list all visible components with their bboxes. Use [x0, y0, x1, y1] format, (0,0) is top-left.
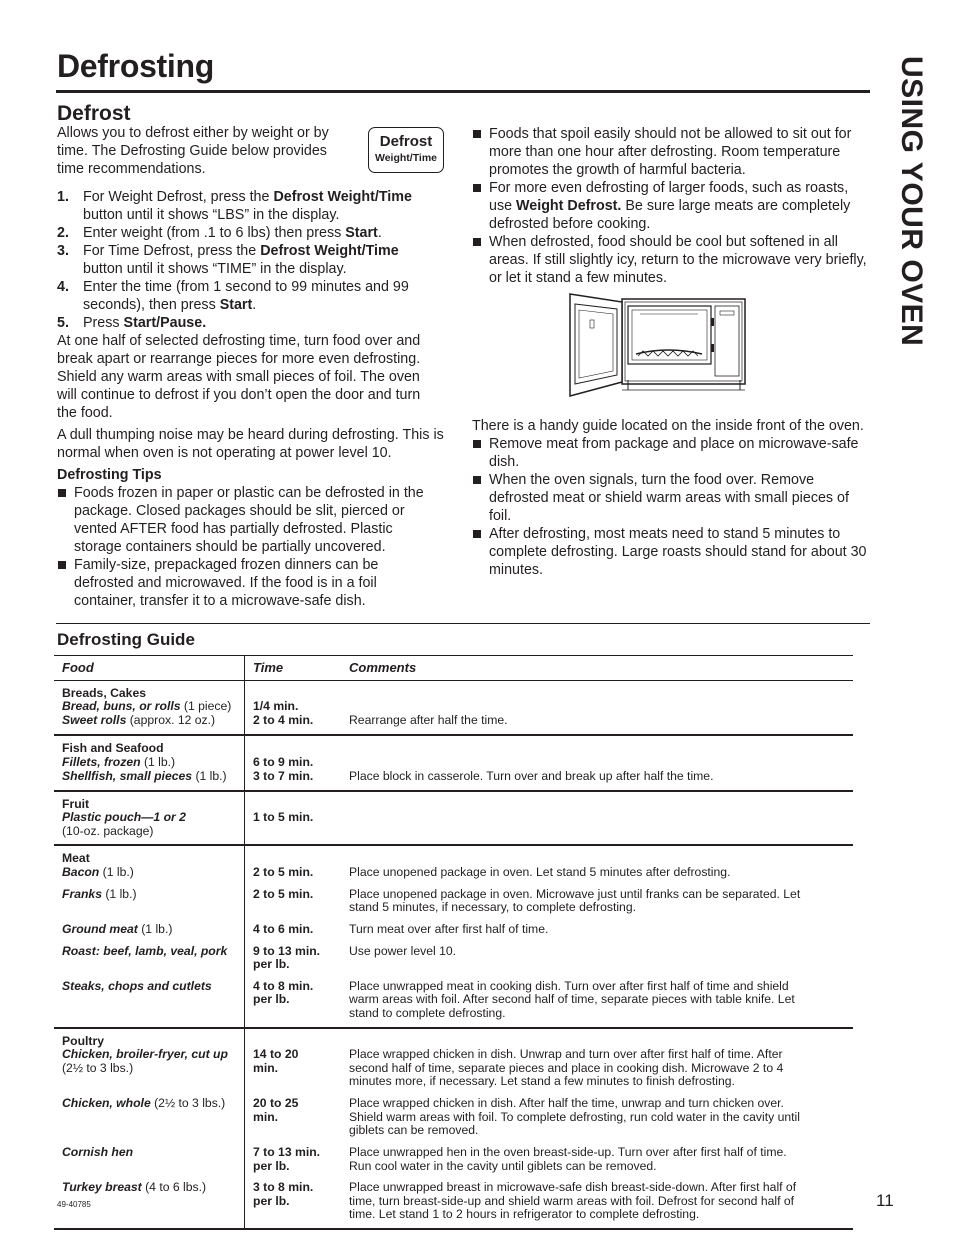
- food-quantity-note: (2½ to 3 lbs.): [62, 1060, 134, 1075]
- food-quantity-note: (10-oz. package): [62, 823, 154, 838]
- right-bullets-bottom: [472, 435, 870, 579]
- step-item: [57, 278, 437, 314]
- page-number: 11: [876, 1191, 894, 1210]
- step-button-name: Start: [345, 225, 378, 241]
- time-cell: [245, 791, 342, 846]
- page-title: Defrosting: [57, 48, 215, 84]
- step-number: 3.: [57, 243, 69, 259]
- comment-cell: [341, 791, 853, 846]
- para-half-time: At one half of selected defrosting time, turn food over and break apart or rearrange pieces for more even defrosting. Shield any warm areas with small pieces of foil. The oven will continue to defrost if you don’t open the door and turn the food.: [57, 333, 421, 421]
- comment-text: Place wrapped chicken in dish. Unwrap and turn over after first half of time. After second half of time, separate pieces and place in cooking dish. Microwave 2 to 4 minutes more, if necessary. Let stand a few minutes to finish defrosting.: [349, 1047, 784, 1088]
- time-value: 1/4 min.: [253, 699, 299, 713]
- food-item: [62, 770, 244, 784]
- para-thumping: A dull thumping noise may be heard during defrosting. This is normal when oven is not operating at power level 10.: [57, 427, 444, 461]
- col-time: Time: [245, 656, 342, 681]
- food-item: [62, 714, 244, 728]
- col-comments: Comments: [341, 656, 853, 681]
- food-item: [62, 700, 244, 714]
- steps-list: [57, 188, 437, 332]
- time-cell: [245, 1028, 342, 1230]
- comment-cell: [341, 735, 853, 791]
- spacer: [349, 798, 853, 812]
- food-name: Shellfish, small pieces: [62, 768, 193, 783]
- food-item: [62, 866, 244, 880]
- step-button-name: Defrost Weight/Time: [273, 189, 412, 205]
- comment-text: Rearrange after half the time.: [349, 713, 508, 727]
- table-row: [54, 791, 853, 846]
- defrost-intro: Allows you to defrost either by weight or by time. The Defrosting Guide below provides time recommendations.: [57, 125, 329, 177]
- step-text-end: .: [252, 297, 257, 313]
- step-text: Enter the time (from 1 second to 99 minutes and 99 seconds), then press: [83, 279, 409, 313]
- step-button-name: Defrost Weight/Time: [260, 243, 399, 259]
- food-name: Fillets, frozen: [62, 754, 141, 769]
- spacer: [253, 742, 341, 756]
- comment-text: Place unopened package in oven. Let stand 5 minutes after defrosting.: [349, 864, 731, 879]
- comment-cell: [341, 845, 853, 1028]
- tip-item: Family-size, prepackaged frozen dinners can be defrosted and microwaved. If the food is in a foil container, transfer it to a microwave-safe dish.: [57, 556, 437, 610]
- button-label-sub: Weight/Time: [374, 152, 438, 164]
- spacer: [349, 852, 853, 866]
- food-item: [62, 980, 244, 1021]
- bullet-item: [472, 233, 870, 287]
- food-category: Poultry: [62, 1033, 104, 1048]
- step-number: 2.: [57, 225, 69, 241]
- food-quantity: (1 lb.): [137, 921, 173, 936]
- guide-rule: [56, 623, 870, 624]
- food-category: Meat: [62, 851, 90, 865]
- time-value: 1 to 5 min.: [253, 810, 314, 824]
- step-number: 4.: [57, 279, 69, 295]
- food-item: [62, 923, 244, 937]
- comment-text: Place unwrapped breast in microwave-safe dish breast-side-down. After first half of time, turn breast-side-up and shield warm areas with foil. Defrost for second half of time. Let stand 1 to 2 hours in refrigerator to complete defrosting.: [349, 1180, 797, 1221]
- guide-heading: Defrosting Guide: [57, 630, 195, 649]
- food-cell: [54, 791, 245, 846]
- food-name: Bacon: [62, 864, 100, 879]
- food-name: Cornish hen: [62, 1145, 134, 1159]
- step-item: [57, 224, 437, 242]
- doc-code: 49-40785: [57, 1200, 91, 1209]
- food-item: [62, 811, 244, 838]
- col-food: Food: [54, 656, 245, 681]
- step-text-end: button until it shows “LBS” in the display.: [83, 207, 340, 223]
- comment-cell: [341, 680, 853, 735]
- food-item: [62, 756, 244, 770]
- spacer: [349, 687, 853, 701]
- food-quantity: (1 lb.): [99, 864, 134, 879]
- food-item: [62, 1097, 244, 1138]
- tip-item: Foods frozen in paper or plastic can be defrosted in the package. Closed packages should be slit, pierced or vented AFTER food has partially defrosted. Plastic storage containers should be partially uncovered.: [57, 484, 437, 556]
- step-text: Enter weight (from .1 to 6 lbs) then press: [83, 225, 346, 241]
- food-category: Breads, Cakes: [62, 685, 147, 700]
- food-quantity: (2½ to 3 lbs.): [150, 1096, 226, 1110]
- food-name: Ground meat: [62, 921, 138, 936]
- spacer: [253, 1035, 341, 1049]
- steps-block: [57, 188, 444, 610]
- microwave-illustration: [568, 292, 748, 398]
- side-tab: USING YOUR OVEN: [895, 56, 928, 347]
- tips-heading: Defrosting Tips: [57, 467, 162, 483]
- spacer: [253, 687, 341, 701]
- food-quantity: (1 lb.): [192, 768, 227, 783]
- bullet-item: After defrosting, most meats need to stand 5 minutes to complete defrosting. Large roasts should stand for about 30 minutes.: [472, 525, 870, 579]
- time-cell: [245, 735, 342, 791]
- food-name: Franks: [62, 886, 102, 901]
- food-quantity: (1 lb.): [101, 886, 137, 901]
- button-label-main: Defrost: [379, 133, 433, 150]
- step-button-name: Start/Pause.: [123, 315, 207, 331]
- comment-cell: [341, 1028, 853, 1230]
- table-row: [54, 845, 853, 1028]
- title-rule: [56, 90, 870, 93]
- food-quantity: (1 lb.): [140, 754, 176, 769]
- time-value: 2 to 5 min.: [253, 886, 314, 901]
- food-item: [62, 945, 244, 972]
- tips-list: [57, 484, 437, 610]
- time-value: 4 to 8 min. per lb.: [253, 978, 314, 1006]
- comment-text: Turn meat over after first half of time.: [349, 921, 549, 936]
- time-value: 4 to 6 min.: [253, 921, 314, 936]
- food-name: Roast: beef, lamb, veal, pork: [62, 943, 228, 958]
- step-text: For Weight Defrost, press the: [83, 189, 274, 205]
- time-value: 3 to 7 min.: [253, 768, 314, 783]
- guide-note: There is a handy guide located on the inside front of the oven.: [472, 418, 864, 434]
- food-quantity: (4 to 6 lbs.): [141, 1180, 207, 1194]
- time-value: 14 to 20 min.: [253, 1047, 299, 1075]
- time-value: 9 to 13 min. per lb.: [253, 943, 321, 971]
- comment-text: [349, 700, 804, 714]
- bullet-item: Remove meat from package and place on microwave-safe dish.: [472, 435, 870, 471]
- defrost-heading: Defrost: [57, 102, 131, 125]
- food-name: Sweet rolls: [62, 713, 127, 727]
- bullet-text: When defrosted, food should be cool but softened in all areas. If still slightly icy, return to the microwave very briefly, or let it stand a few minutes.: [489, 234, 867, 286]
- food-name: Turkey breast: [62, 1180, 142, 1194]
- food-name: Chicken, whole: [62, 1096, 151, 1110]
- comment-text: Place unwrapped hen in the oven breast-side-up. Turn over after first half of time. Run cool water in the cavity until giblets can be removed.: [349, 1145, 787, 1173]
- time-value: 6 to 9 min.: [253, 754, 314, 769]
- time-value: 3 to 8 min. per lb.: [253, 1180, 314, 1208]
- step-item: [57, 188, 437, 224]
- bullet-bold-text: Weight Defrost.: [516, 198, 622, 214]
- bullet-item: [472, 125, 870, 179]
- table-row: [54, 1028, 853, 1230]
- comment-text: Place block in casserole. Turn over and break up after half the time.: [349, 768, 714, 783]
- comment-text: Place wrapped chicken in dish. After half the time, unwrap and turn chicken over. Shield warm areas with foil. To complete defrosting, run cold water in the cavity until giblets can be removed.: [349, 1096, 800, 1137]
- time-cell: [245, 680, 342, 735]
- food-category: Fish and Seafood: [62, 741, 164, 755]
- table-row: [54, 680, 853, 735]
- food-name: Bread, buns, or rolls: [62, 699, 181, 713]
- comment-text: [349, 756, 804, 770]
- right-bottom-block: [472, 417, 870, 579]
- food-item: [62, 1146, 244, 1173]
- table-row: [54, 735, 853, 791]
- time-value: 2 to 5 min.: [253, 864, 314, 879]
- bullet-item: [472, 179, 870, 233]
- food-name: Steaks, chops and cutlets: [62, 978, 212, 993]
- food-item: [62, 1048, 244, 1089]
- comment-text: [349, 811, 804, 838]
- food-name: Chicken, broiler-fryer, cut up: [62, 1047, 228, 1061]
- bullet-text-end: Be sure large meats are completely defrosted before cooking.: [489, 198, 851, 232]
- spacer: [253, 852, 341, 866]
- food-quantity: (approx. 12 oz.): [126, 713, 216, 727]
- step-text: Press: [83, 315, 124, 331]
- spacer: [253, 798, 341, 812]
- right-bullets-top: [472, 125, 870, 287]
- food-cell: [54, 735, 245, 791]
- step-button-name: Start: [219, 297, 253, 313]
- food-cell: [54, 680, 245, 735]
- step-text: For Time Defrost, press the: [83, 243, 261, 259]
- bullet-text: For more even defrosting of larger foods, such as roasts, use: [489, 180, 849, 214]
- right-top-block: [472, 125, 870, 287]
- time-value: 2 to 4 min.: [253, 713, 314, 727]
- step-text-end: button until it shows “TIME” in the display.: [83, 261, 347, 277]
- bullet-item: When the oven signals, turn the food over. Remove defrosted meat or shield warm areas with small pieces of foil.: [472, 471, 870, 525]
- step-number: 5.: [57, 315, 69, 331]
- food-quantity: (1 piece): [180, 699, 232, 713]
- step-number: 1.: [57, 189, 69, 205]
- spacer: [349, 742, 853, 756]
- spacer: [349, 1035, 853, 1049]
- food-item: [62, 888, 244, 915]
- time-value: 7 to 13 min. per lb.: [253, 1145, 321, 1173]
- food-cell: [54, 1028, 245, 1230]
- comment-text: Place unwrapped meat in cooking dish. Turn over after first half of time and shield warm areas with foil. After second half of time, separate pieces with table knife. Let stand to complete defrosting.: [349, 978, 795, 1020]
- comment-text: Place unopened package in oven. Microwave just until franks can be separated. Let stand 5 minutes, if necessary, to complete defrosting.: [349, 886, 801, 914]
- food-category: Fruit: [62, 796, 90, 811]
- step-item: [57, 242, 437, 278]
- table-header-row: [54, 656, 853, 681]
- bullet-text: Foods that spoil easily should not be allowed to sit out for more than one hour after defrosting. Room temperature promotes the growth of harmful bacteria.: [489, 126, 852, 178]
- comment-text: Use power level 10.: [349, 943, 457, 958]
- food-cell: [54, 845, 245, 1028]
- defrost-weight-time-button: [368, 127, 444, 173]
- food-name: Plastic pouch—1 or 2: [62, 810, 186, 824]
- step-item: [57, 314, 437, 332]
- time-value: 20 to 25 min.: [253, 1096, 299, 1124]
- defrosting-guide-table: [54, 655, 853, 1230]
- time-cell: [245, 845, 342, 1028]
- step-text-end: .: [377, 225, 382, 241]
